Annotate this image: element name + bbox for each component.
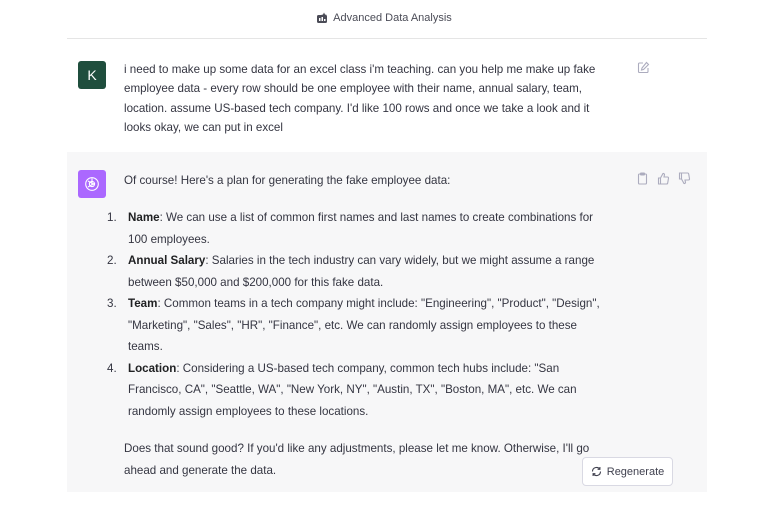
thumbs-up-icon[interactable] <box>657 172 670 185</box>
list-text: : Considering a US-based tech company, common tech hubs include: "San <box>176 361 560 375</box>
list-term: Name <box>128 211 160 224</box>
user-message-text <box>124 60 624 137</box>
user-line: looks okay, we can put in excel <box>124 120 283 134</box>
copy-icon[interactable] <box>636 172 649 185</box>
regenerate-label: Regenerate <box>606 465 665 478</box>
message-actions <box>636 172 691 185</box>
conversation-header <box>0 0 768 36</box>
user-message <box>67 40 707 152</box>
plan-list <box>107 207 636 422</box>
list-text: "Marketing", "Sales", "HR", "Finance", etc. We can randomly assign employees to these <box>128 318 577 332</box>
edit-icon[interactable] <box>637 61 650 74</box>
list-text: between $50,000 and $200,000 for this fake data. <box>128 275 384 289</box>
openai-logo-icon <box>84 176 100 192</box>
assistant-message <box>67 152 707 492</box>
list-text: : Salaries in the tech industry can vary widely, but we might assume a range <box>205 254 595 267</box>
list-term: Team <box>128 297 158 310</box>
list-text: 100 employees. <box>128 232 210 246</box>
list-text: teams. <box>128 340 163 353</box>
thumbs-down-icon[interactable] <box>678 172 691 185</box>
list-number: 3. <box>107 297 117 310</box>
list-text: : Common teams in a tech company might include: "Engineering", "Product", "Design", <box>157 297 600 310</box>
list-number: 1. <box>107 211 117 224</box>
list-item <box>107 358 636 423</box>
user-line: employee data - every row should be one employee with their name, annual salary, team, <box>124 82 582 96</box>
assistant-avatar <box>78 170 106 198</box>
list-text: randomly assign employees to these locations. <box>128 404 369 418</box>
list-item <box>107 293 636 358</box>
list-number: 4. <box>107 361 117 375</box>
user-line: location. assume US-based tech company. I'd like 100 rows and once we take a look and it <box>124 101 590 115</box>
refresh-icon <box>591 466 602 477</box>
list-item <box>107 250 636 293</box>
user-avatar: K <box>78 61 106 89</box>
list-number: 2. <box>107 254 117 267</box>
assistant-intro: Of course! Here's a plan for generating the fake employee data: <box>124 174 451 187</box>
header-title: Advanced Data Analysis <box>333 12 452 24</box>
data-analysis-icon <box>316 12 328 24</box>
closing-line: ahead and generate the data. <box>124 463 277 477</box>
header-divider <box>67 38 707 39</box>
list-term: Annual Salary <box>128 254 206 267</box>
list-text: Francisco, CA", "Seattle, WA", "New York, NY", "Austin, TX", "Boston, MA", etc. We can <box>128 383 577 396</box>
assistant-closing <box>124 438 644 481</box>
list-term: Location <box>128 361 177 375</box>
list-text: : We can use a list of common first names and last names to create combinations for <box>159 211 594 224</box>
list-item <box>107 207 636 250</box>
closing-line: Does that sound good? If you'd like any adjustments, please let me know. Otherwise, I'll go <box>124 442 590 455</box>
user-line: i need to make up some data for an excel class i'm teaching. can you help me make up fake <box>124 63 596 76</box>
regenerate-button[interactable] <box>582 457 673 486</box>
